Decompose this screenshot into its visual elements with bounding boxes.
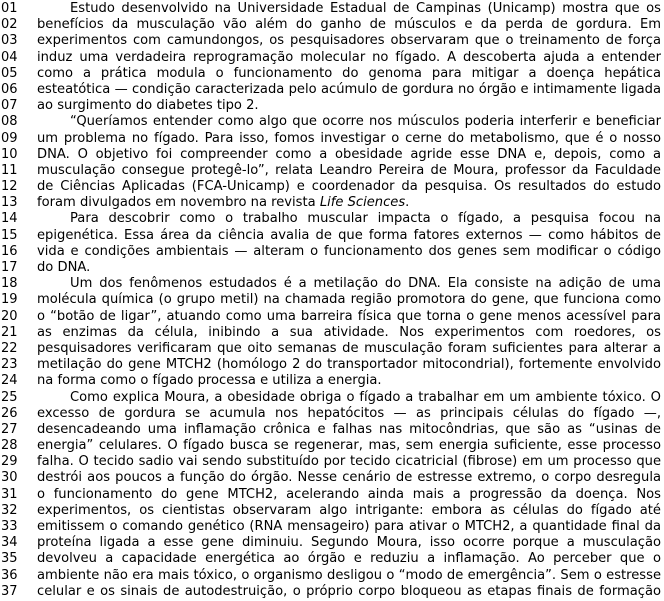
line-text <box>37 260 664 276</box>
text-line <box>0 114 664 130</box>
line-text <box>37 535 664 551</box>
text-run: celular e os sinais de autodestruição, o próprio corpo bloqueou as etapas finais de formação <box>37 583 661 599</box>
line-text <box>37 568 664 584</box>
text-line <box>0 568 664 584</box>
line-text <box>37 454 664 470</box>
line-number: 27 <box>1 421 18 437</box>
line-text <box>37 66 664 82</box>
line-number: 28 <box>1 438 18 454</box>
text-run: esteatótica — condição caracterizada pelo acúmulo de gordura no órgão e intimamente ligada <box>37 81 661 97</box>
text-line <box>0 470 664 486</box>
text-line <box>0 179 664 195</box>
text-line <box>0 292 664 308</box>
line-text <box>37 390 664 406</box>
text-line <box>0 211 664 227</box>
line-number: 25 <box>1 389 18 405</box>
line-number: 05 <box>1 65 18 81</box>
line-text <box>37 147 664 163</box>
line-text <box>37 1 664 17</box>
text-line <box>0 454 664 470</box>
line-text <box>37 276 664 292</box>
text-run: proteína ligada a esse gene diminuiu. Segundo Moura, isso ocorre porque a musculação <box>37 535 661 551</box>
line-number: 04 <box>1 49 18 65</box>
text-run: de Ciências Aplicadas (FCA-Unicamp) e coordenador da pesquisa. Os resultados do estudo <box>37 179 661 195</box>
text-run: ambiente não era mais tóxico, o organismo desligou o “modo de emergência”. Sem o estresse <box>37 567 661 583</box>
text-line <box>0 519 664 535</box>
line-text <box>37 179 664 195</box>
text-run: desencadeando uma inflamação crônica e falhas nas mitocôndrias, que são as “usinas de <box>37 421 661 437</box>
line-text <box>37 341 664 357</box>
line-text <box>37 98 664 114</box>
text-run: excesso de gordura se acumula nos hepatócitos — as principais células do fígado —, <box>37 405 661 421</box>
text-run: um problema no fígado. Para isso, fomos investigar o cerne do metabolismo, que é o nosso <box>37 130 661 146</box>
line-number: 29 <box>1 454 18 470</box>
text-line <box>0 535 664 551</box>
line-number: 08 <box>1 114 18 130</box>
line-number: 13 <box>1 195 18 211</box>
line-number: 19 <box>1 292 18 308</box>
line-number: 11 <box>1 162 18 178</box>
line-number: 16 <box>1 243 18 259</box>
line-text <box>37 195 664 211</box>
text-line <box>0 341 664 357</box>
text-run: induz uma verdadeira reprogramação molecular no fígado. A descoberta ajuda a entender <box>37 49 661 65</box>
text-line <box>0 551 664 567</box>
line-text <box>37 487 664 503</box>
text-line <box>0 131 664 147</box>
line-number: 30 <box>1 470 18 486</box>
line-text <box>37 503 664 519</box>
line-number: 15 <box>1 227 18 243</box>
line-text <box>37 114 664 130</box>
line-number: 17 <box>1 260 18 275</box>
line-number: 09 <box>1 130 18 146</box>
text-line <box>0 584 664 600</box>
text-run: molécula química (o grupo metil) na chamada região promotora do gene, que funciona como <box>37 292 661 308</box>
line-number: 12 <box>1 179 18 195</box>
line-number: 31 <box>1 486 18 502</box>
text-line <box>0 66 664 82</box>
line-number: 18 <box>1 276 18 292</box>
text-line <box>0 276 664 292</box>
text-line <box>0 309 664 325</box>
text-line <box>0 228 664 244</box>
text-run: . <box>405 195 410 211</box>
line-text <box>37 211 664 227</box>
line-number: 35 <box>1 551 18 567</box>
line-text <box>37 357 664 373</box>
text-line <box>0 17 664 33</box>
line-number: 33 <box>1 519 18 534</box>
text-line <box>0 390 664 406</box>
line-number: 32 <box>1 502 18 518</box>
text-run: Um dos fenômenos estudados é a metilação do DNA. Ela consiste na adição de uma <box>70 276 661 292</box>
line-number: 10 <box>1 146 18 162</box>
line-text <box>37 82 664 98</box>
text-run: ao surgimento do diabetes tipo 2. <box>37 98 259 114</box>
text-line <box>0 82 664 98</box>
line-number: 03 <box>1 33 18 49</box>
text-line <box>0 357 664 373</box>
text-line <box>0 406 664 422</box>
line-text <box>37 406 664 422</box>
line-number: 26 <box>1 405 18 421</box>
text-run: destrói aos poucos a função do órgão. Nesse cenário de estresse extremo, o corpo desregula <box>37 470 661 486</box>
line-text <box>37 228 664 244</box>
text-run: energia” celulares. O fígado busca se regenerar, mas, sem energia suficiente, esse processo <box>37 438 661 454</box>
line-number: 07 <box>1 98 18 114</box>
text-line <box>0 325 664 341</box>
text-line <box>0 244 664 260</box>
text-line <box>0 1 664 17</box>
line-text <box>37 292 664 308</box>
line-text <box>37 17 664 33</box>
text-line <box>0 503 664 519</box>
line-number: 01 <box>1 1 18 16</box>
line-number: 23 <box>1 357 18 373</box>
text-run: o “botão de ligar”, atuando como uma barreira física que torna o gene menos acessível para <box>37 308 661 324</box>
text-run: vida e condições ambientais — alteram o funcionamento dos genes sem modificar o código <box>37 243 661 259</box>
italic-text: Life Sciences <box>319 195 406 211</box>
line-text <box>37 131 664 147</box>
line-text <box>37 244 664 260</box>
text-run: foram divulgados em novembro na revista <box>37 195 320 211</box>
text-run: do DNA. <box>37 260 91 275</box>
text-line <box>0 33 664 49</box>
text-run: benefícios da musculação vão além do ganho de músculos e da perda de gordura. Em <box>37 17 661 33</box>
line-text <box>37 438 664 454</box>
line-text <box>37 551 664 567</box>
line-number: 20 <box>1 308 18 324</box>
text-line <box>0 260 664 276</box>
text-run: DNA. O objetivo foi compreender como a obesidade agride esse DNA e, depois, como a <box>37 146 661 162</box>
text-line <box>0 195 664 211</box>
text-line <box>0 422 664 438</box>
line-text <box>37 519 664 535</box>
text-run: falha. O tecido sadio vai sendo substituído por tecido cicatricial (fibrose) em um processo que <box>37 454 661 470</box>
text-run: Como explica Moura, a obesidade obriga o fígado a trabalhar em um ambiente tóxico. O <box>70 389 661 405</box>
line-number: 34 <box>1 535 18 551</box>
line-text <box>37 584 664 600</box>
text-line <box>0 98 664 114</box>
text-run: “Queríamos entender como algo que ocorre nos músculos poderia interferir e beneficiar <box>70 114 661 130</box>
line-number: 21 <box>1 324 18 340</box>
text-line <box>0 50 664 66</box>
line-number: 06 <box>1 81 18 97</box>
line-text <box>37 470 664 486</box>
text-run: experimentos, os cientistas observaram algo intrigante: embora as células do fígado até <box>37 502 661 518</box>
text-run: como a prática modula o funcionamento do genoma para mitigar a doença hepática <box>37 65 661 81</box>
text-line <box>0 487 664 503</box>
text-run: metilação do gene MTCH2 (homólogo 2 do transportador mitocondrial), fortemente envolvido <box>37 357 661 373</box>
line-text <box>37 325 664 341</box>
text-run: devolveu a capacidade energética ao órgão e reduziu a inflamação. Ao perceber que o <box>37 551 661 567</box>
text-run: experimentos com camundongos, os pesquisadores observaram que o treinamento de força <box>37 33 661 49</box>
line-number: 37 <box>1 583 18 599</box>
line-text <box>37 50 664 66</box>
text-line <box>0 163 664 179</box>
text-run: epigenética. Essa área da ciência avalia de que forma fatores externos — como hábitos de <box>37 227 661 243</box>
text-run: na forma como o fígado processa e utiliza a energia. <box>37 373 382 389</box>
line-text <box>37 309 664 325</box>
line-text <box>37 163 664 179</box>
line-number: 14 <box>1 211 18 227</box>
text-run: emitissem o comando genético (RNA mensageiro) para ativar o MTCH2, a quantidade final da <box>37 519 661 534</box>
text-run: o funcionamento do gene MTCH2, acelerando ainda mais a progressão da doença. Nos <box>37 486 661 502</box>
text-run: pesquisadores verificaram que oito semanas de musculação foram suficientes para alterar a <box>37 340 661 356</box>
line-number: 24 <box>1 373 18 389</box>
text-run: as enzimas da célula, inibindo a sua atividade. Nos experimentos com roedores, os <box>37 324 661 340</box>
text-line <box>0 373 664 389</box>
line-number: 36 <box>1 567 18 583</box>
text-line <box>0 147 664 163</box>
line-text <box>37 373 664 389</box>
line-number: 22 <box>1 340 18 356</box>
line-text <box>37 422 664 438</box>
line-number: 02 <box>1 17 18 33</box>
text-line <box>0 438 664 454</box>
text-run: musculação consegue protegê-lo”, relata Leandro Pereira de Moura, professor da Faculdade <box>37 162 661 178</box>
text-run: Estudo desenvolvido na Universidade Estadual de Campinas (Unicamp) mostra que os <box>70 1 661 16</box>
text-run: Para descobrir como o trabalho muscular impacta o fígado, a pesquisa focou na <box>70 211 661 227</box>
line-text <box>37 33 664 49</box>
